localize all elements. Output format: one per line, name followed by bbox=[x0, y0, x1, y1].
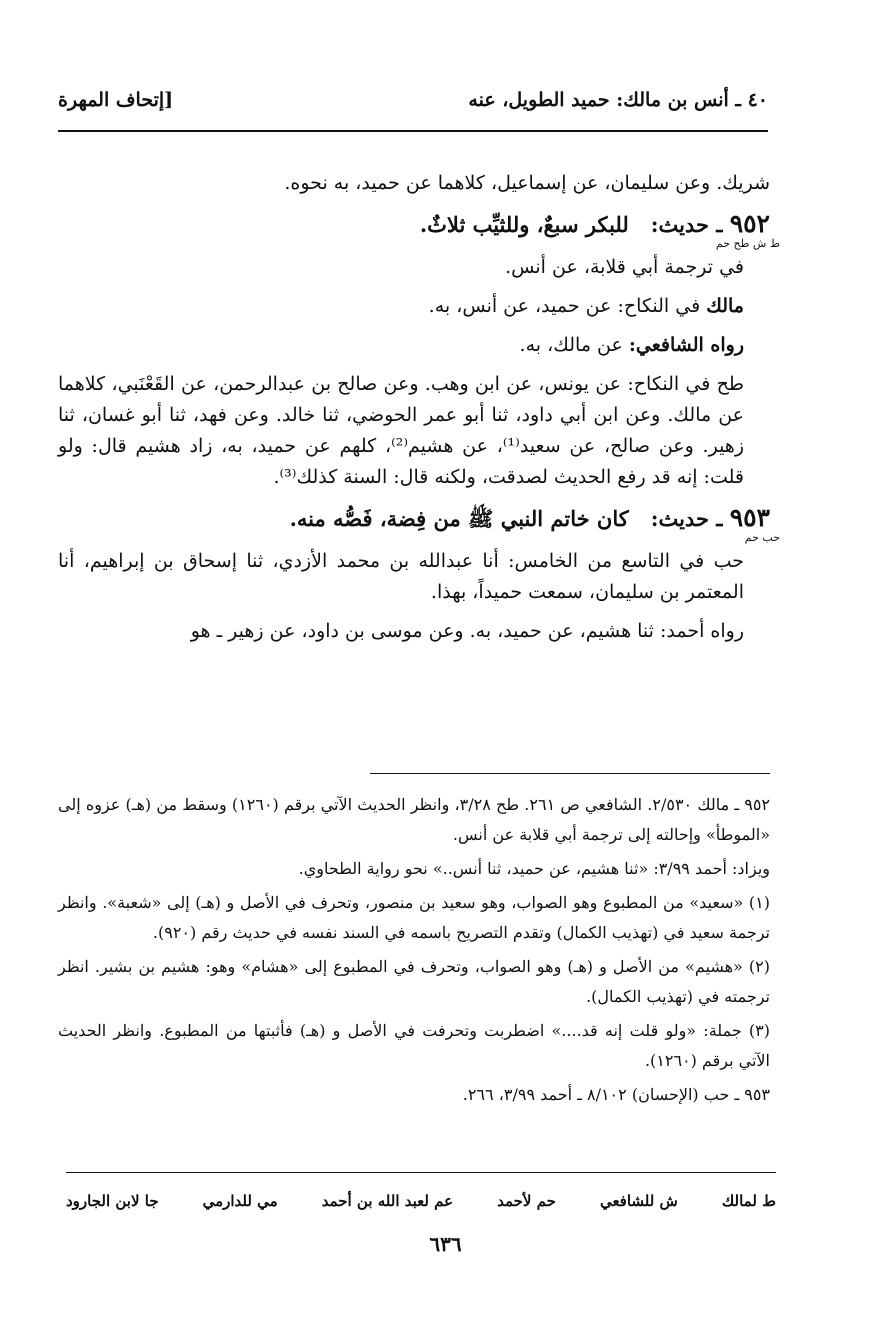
hadith-952-text: للبكر سبعٌ، وللثيِّب ثلاثٌ. bbox=[419, 212, 629, 237]
line-3-rest: عن مالك، به. bbox=[519, 334, 623, 356]
footnotes bbox=[58, 790, 770, 1114]
abbreviations-key bbox=[66, 1186, 776, 1216]
hadith-953-sigla: حب حم bbox=[744, 531, 780, 544]
hadith-953-heading bbox=[58, 501, 780, 544]
line-2-rest: في النكاح: عن حميد، عن أنس، به. bbox=[428, 295, 701, 317]
book-title: [إتحاف المهرة bbox=[58, 89, 174, 111]
hadith-952-line-1 bbox=[58, 252, 770, 283]
abbrev-darimi: مي للدارمي bbox=[202, 1192, 278, 1210]
continuation-paragraph: شريك. وعن سليمان، عن إسماعيل، كلاهما عن حميد، به نحوه. bbox=[284, 172, 770, 194]
footnote-952-addition: ويزاد: أحمد ٣/٩٩: «ثنا هشيم، عن حميد، ثنا أنس..» نحو رواية الطحاوي. bbox=[298, 859, 770, 878]
footnote-2: (٢) «هشيم» من الأصل و (هـ) وهو الصواب، وتحرف في المطبوع إلى «هشام» وهو: هشيم بن بشير. انظر ترجمته في (تهذيب الكمال). bbox=[58, 957, 770, 1006]
chapter-title: ٤٠ ـ أنس بن مالك: حميد الطويل، عنه bbox=[468, 89, 768, 111]
page-number: ٦٣٦ bbox=[429, 1232, 462, 1256]
abbrev-shafii: ش للشافعي bbox=[599, 1192, 678, 1210]
hadith-953-ahmad: رواه أحمد: ثنا هشيم، عن حميد، به. وعن موسى بن داود، عن زهير ـ هو bbox=[190, 620, 744, 642]
footnote-953: ٩٥٣ ـ حب (الإحسان) ٨/١٠٢ ـ أحمد ٣/٩٩، ٢٦٦. bbox=[462, 1085, 770, 1104]
line-3-lead: رواه الشافعي: bbox=[628, 334, 744, 356]
hadith-952-sigla: ط ش طح حم bbox=[715, 237, 780, 250]
hadith-952-line-3 bbox=[58, 330, 770, 361]
abbrev-jarud: جا لابن الجارود bbox=[66, 1192, 159, 1210]
header-divider bbox=[58, 130, 768, 132]
abbrev-malik: ط لمالك bbox=[721, 1192, 776, 1210]
abbrev-abdullah: عم لعبد الله بن أحمد bbox=[321, 1192, 454, 1210]
footnote-3: (٣) جملة: «ولو قلت إنه قد....» اضطربت وتحرفت في الأصل و (هـ) فأثبتها من المطبوع. وانظر الحديث الآتي برقم (١٢٦٠). bbox=[58, 1021, 770, 1070]
hadith-953-hibban: حب في التاسع من الخامس: أنا عبدالله بن محمد الأزدي، ثنا إسحاق بن إبراهيم، أنا المعتمر بن سليمان، سمعت حميداً، بهذا. bbox=[58, 550, 744, 603]
line-2-lead: مالك bbox=[706, 295, 744, 317]
hadith-953-text: كان خاتم النبي ﷺ من فِضة، فَصُّه منه. bbox=[289, 506, 629, 531]
main-text bbox=[58, 168, 780, 655]
footnote-1: (١) «سعيد» من المطبوع وهو الصواب، وهو سعيد بن منصور، وتحرف في الأصل و (هـ) إلى «شعبة». وانظر ترجمة سعيد في (تهذيب الكمال) وتقدم التصريح باسمه في السند نفسه في حديث رقم (٩٢٠). bbox=[58, 893, 770, 942]
abbreviations-divider bbox=[66, 1172, 776, 1173]
hadith-952-label: ـ حديث: bbox=[650, 212, 723, 237]
hadith-953-number: ٩٥٣ bbox=[729, 503, 770, 532]
hadith-952-tahawi: طح في النكاح: عن يونس، عن ابن وهب. وعن صالح بن عبدالرحمن، عن القَعْنَبي، كلاهما عن مالك. وعن ابن أبي داود، ثنا أبو عمر الحوضي، ثنا خالد. وعن فهد، ثنا أبو غسان، ثنا زهير. وعن صالح، عن سعيد⁽¹⁾، عن هشيم⁽²⁾، كلهم عن حميد، به، زاد هشيم قال: ولو قلت: إنه قد رفع الحديث لصدقت، ولكنه قال: السنة كذلك⁽³⁾. bbox=[58, 373, 745, 488]
footnote-divider bbox=[370, 773, 770, 774]
hadith-952-heading bbox=[58, 207, 780, 250]
line-1-text: في ترجمة أبي قلابة، عن أنس. bbox=[505, 256, 744, 278]
running-header bbox=[58, 80, 768, 120]
hadith-952-line-2 bbox=[58, 291, 770, 322]
hadith-952-number: ٩٥٢ bbox=[729, 209, 770, 238]
hadith-953-label: ـ حديث: bbox=[650, 506, 723, 531]
abbrev-ahmad: حم لأحمد bbox=[497, 1192, 556, 1210]
footnote-952: ٩٥٢ ـ مالك ٢/٥٣٠. الشافعي ص ٢٦١. طح ٣/٢٨، وانظر الحديث الآتي برقم (١٢٦٠) وسقط من (هـ) عزوه إلى «الموطأ» وإحالته إلى ترجمة أبي قلابة عن أنس. bbox=[58, 795, 771, 844]
